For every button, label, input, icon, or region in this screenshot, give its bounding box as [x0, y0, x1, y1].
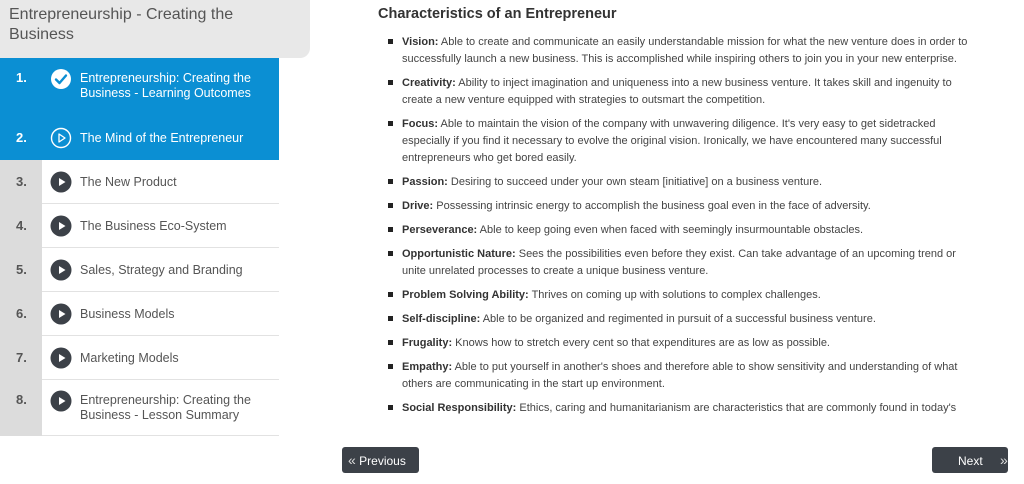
- lesson-number: 8.: [16, 392, 27, 407]
- previous-button[interactable]: [342, 447, 419, 473]
- characteristic-item: [388, 359, 973, 393]
- characteristic-text: Able to put yourself in another's shoes and therefore able to show sensitivity and understanding of what others are communicating in the start up environment.: [402, 361, 958, 390]
- play-icon: [50, 390, 72, 412]
- characteristic-item: [388, 116, 973, 167]
- characteristic-term: Problem Solving Ability:: [402, 289, 529, 301]
- lesson-item[interactable]: [0, 160, 279, 204]
- lesson-number: 6.: [16, 306, 27, 321]
- next-label: Next: [958, 454, 983, 468]
- characteristics-list: [388, 34, 973, 424]
- characteristic-item: [388, 34, 973, 68]
- check-circle-icon: [50, 68, 72, 90]
- characteristic-item: [388, 222, 973, 239]
- lesson-number: 7.: [16, 350, 27, 365]
- characteristic-term: Passion:: [402, 176, 448, 188]
- characteristic-item: [388, 287, 973, 304]
- lesson-label: [80, 219, 227, 234]
- course-title: Entrepreneurship - Creating the Business: [0, 0, 310, 58]
- characteristic-text: Possessing intrinsic energy to accomplish the business goal even in the face of adversity.: [433, 200, 871, 212]
- characteristic-text: Able to maintain the vision of the company with unwavering diligence. It's very easy to get sidetracked especially if you find it necessary to evolve the original vision. Ironically, we have encountered many successful entrepreneurs who get bored easily.: [402, 118, 942, 164]
- lesson-label-line: The Business Eco-System: [80, 219, 227, 233]
- lesson-item[interactable]: [0, 58, 279, 116]
- content-heading: Characteristics of an Entrepreneur: [378, 6, 617, 22]
- lesson-number: 1.: [0, 58, 42, 116]
- characteristic-item: [388, 75, 973, 109]
- characteristic-item: [388, 400, 973, 417]
- lesson-item[interactable]: [0, 380, 279, 436]
- characteristic-text: Able to create and communicate an easily understandable mission for what the new venture does in order to successfully launch a new business. This is accomplished while inspiring others to join you in your new enterprise.: [402, 36, 968, 65]
- play-icon: [50, 171, 72, 193]
- double-chevron-right-icon: »: [1000, 452, 1008, 468]
- characteristic-term: Opportunistic Nature:: [402, 248, 516, 260]
- lesson-label: [80, 393, 251, 423]
- content-panel[interactable]: [340, 0, 1024, 436]
- characteristic-term: Perseverance:: [402, 224, 478, 236]
- lesson-label: [80, 351, 179, 366]
- characteristic-text: Knows how to stretch every cent so that expenditures are as low as possible.: [452, 337, 830, 349]
- lesson-label-line: Business - Learning Outcomes: [80, 86, 251, 100]
- characteristic-term: Social Responsibility:: [402, 402, 517, 414]
- play-icon: [50, 347, 72, 369]
- characteristic-term: Vision:: [402, 36, 439, 48]
- lesson-label: [80, 307, 175, 322]
- lesson-label-line: Business Models: [80, 307, 175, 321]
- lesson-label: [80, 131, 243, 146]
- lesson-list: [0, 58, 279, 436]
- lesson-body: [42, 292, 279, 336]
- characteristic-item: [388, 174, 973, 191]
- lesson-label: [80, 71, 251, 101]
- lesson-label: [80, 263, 243, 278]
- lesson-item[interactable]: [0, 204, 279, 248]
- characteristic-item: [388, 198, 973, 215]
- lesson-label-line: Business - Lesson Summary: [80, 408, 240, 422]
- lesson-label: [80, 175, 177, 190]
- play-icon: [50, 215, 72, 237]
- lesson-label-line: Marketing Models: [80, 351, 179, 365]
- characteristic-text: Able to keep going even when faced with seemingly insurmountable obstacles.: [477, 224, 864, 236]
- lesson-label-line: Sales, Strategy and Branding: [80, 263, 243, 277]
- lesson-label-line: The New Product: [80, 175, 177, 189]
- lesson-label-line: Entrepreneurship: Creating the: [80, 393, 251, 407]
- characteristic-term: Self-discipline:: [402, 313, 481, 325]
- characteristic-text: Ability to inject imagination and uniqueness into a new business venture. It takes skill and ingenuity to create a new venture equipped with strategies to outsmart the competition.: [402, 77, 952, 106]
- play-icon: [50, 303, 72, 325]
- characteristic-text: Ethics, caring and humanitarianism are characteristics that are commonly found in today's: [516, 402, 957, 414]
- characteristic-text: Sees the possibilities even before they exist. Can take advantage of an upcoming trend or unite unrelated processes to create a unique business venture.: [402, 248, 956, 277]
- lesson-body: [42, 58, 279, 116]
- lesson-number: 5.: [16, 262, 27, 277]
- lesson-label-line: The Mind of the Entrepreneur: [80, 131, 244, 145]
- lesson-body: [42, 160, 279, 204]
- lesson-item[interactable]: [0, 248, 279, 292]
- characteristic-text: Able to be organized and regimented in pursuit of a successful business venture.: [480, 313, 876, 325]
- characteristic-term: Frugality:: [402, 337, 453, 349]
- characteristic-term: Focus:: [402, 118, 439, 130]
- lesson-body: [42, 336, 279, 380]
- characteristic-term: Drive:: [402, 200, 434, 212]
- lesson-number: 3.: [16, 174, 27, 189]
- lesson-number: 2.: [0, 116, 42, 160]
- lesson-body: [42, 380, 279, 436]
- next-button[interactable]: [932, 447, 1008, 473]
- double-chevron-left-icon: «: [348, 452, 356, 468]
- play-icon: [50, 259, 72, 281]
- characteristic-item: [388, 311, 973, 328]
- lesson-sidebar: [0, 0, 325, 436]
- characteristic-term: Creativity:: [402, 77, 456, 89]
- lesson-body: [42, 248, 279, 292]
- characteristic-text: Desiring to succeed under your own steam [initiative] on a business venture.: [447, 176, 823, 188]
- lesson-body: [42, 116, 279, 160]
- previous-label: Previous: [359, 454, 406, 468]
- lesson-body: [42, 204, 279, 248]
- lesson-item[interactable]: [0, 336, 279, 380]
- lesson-number: 4.: [16, 218, 27, 233]
- lesson-item[interactable]: [0, 292, 279, 336]
- lesson-label-line: Entrepreneurship: Creating the: [80, 71, 251, 85]
- characteristic-item: [388, 246, 973, 280]
- lesson-item[interactable]: [0, 116, 279, 160]
- characteristic-text: Thrives on coming up with solutions to complex challenges.: [528, 289, 821, 301]
- play-outline-icon: [50, 127, 72, 149]
- characteristic-item: [388, 335, 973, 352]
- characteristic-term: Empathy:: [402, 361, 453, 373]
